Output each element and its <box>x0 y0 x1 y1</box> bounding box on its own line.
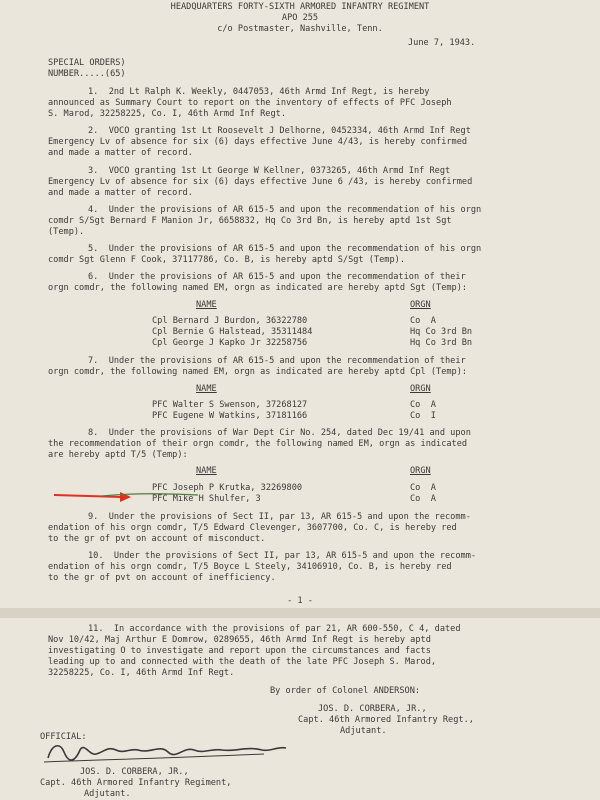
signer-role: Adjutant. <box>84 789 131 799</box>
para-3-line: and made a matter of record. <box>48 188 193 198</box>
name-column-header: NAME <box>196 466 217 476</box>
orgn-column-header: ORGN <box>410 300 431 310</box>
para-11-line: leading up to and connected with the death of the late PFC Joseph S. Marod, <box>48 657 437 667</box>
order-date: June 7, 1943. <box>408 38 476 48</box>
list-item-orgn: Co I <box>410 411 436 421</box>
para-5-line: 5. Under the provisions of AR 615-5 and upon the recommendation of his orgn <box>88 244 482 254</box>
header-apo: APO 255 <box>281 13 319 23</box>
list-item-name: PFC Walter S Swenson, 37268127 <box>152 400 308 410</box>
by-order-line: By order of Colonel ANDERSON: <box>270 686 421 696</box>
list-item-name: Cpl George J Kapko Jr 32258756 <box>152 338 308 348</box>
para-6-line: orgn comdr, the following named EM, orgn as indicated are hereby aptd Sgt (Temp): <box>48 283 468 293</box>
list-item-name: Cpl Bernie G Halstead, 35311484 <box>152 327 313 337</box>
para-8-line: are hereby aptd T/5 (Temp): <box>48 450 188 460</box>
official-label: OFFICIAL: <box>40 732 87 742</box>
orgn-column-header: ORGN <box>410 384 431 394</box>
list-item-orgn: Co A <box>410 494 436 504</box>
para-4-line: comdr S/Sgt Bernard F Manion Jr, 6658832, Hq Co 3rd Bn, is hereby aptd 1st Sgt <box>48 216 452 226</box>
list-item-name: PFC Eugene W Watkins, 37181166 <box>152 411 308 421</box>
para-9-line: 9. Under the provisions of Sect II, par 13, AR 615-5 and upon the recomm- <box>88 512 471 522</box>
para-8-line: the recommendation of their orgn comdr, the following named EM, orgn as indicated <box>48 439 468 449</box>
list-item-name: Cpl Bernard J Burdon, 36322780 <box>152 316 308 326</box>
header-title: HEADQUARTERS FORTY-SIXTH ARMORED INFANTRY REGIMENT <box>170 2 430 12</box>
para-9-line: endation of his orgn comdr, T/5 Edward Clevenger, 3607700, Co. C, is hereby red <box>48 523 457 533</box>
para-11-line: Nov 10/42, Maj Arthur E Domrow, 0289655, 46th Armd Inf Regt is hereby aptd <box>48 635 431 645</box>
list-item-name: PFC Mike H Shulfer, 3 <box>152 494 261 504</box>
signer-title: Capt. 46th Armored Infantry Regt., <box>298 715 474 725</box>
signer-name: JOS. D. CORBERA, JR., <box>318 704 427 714</box>
order-page-2 <box>0 618 600 800</box>
header-postmaster: c/o Postmaster, Nashville, Tenn. <box>217 24 383 34</box>
para-3-line: 3. VOCO granting 1st Lt George W Kellner, 0373265, 46th Armd Inf Regt <box>88 166 451 176</box>
para-3-line: Emergency Lv of absence for six (6) days effective June 6 /43, is hereby confirmed <box>48 177 473 187</box>
para-7-line: 7. Under the provisions of AR 615-5 and upon the recommendation of their <box>88 356 466 366</box>
special-orders-label: SPECIAL ORDERS) <box>48 58 126 68</box>
para-11-line: 32258225, Co. I, 46th Armd Inf Regt. <box>48 668 235 678</box>
para-9-line: to the gr of pvt on account of misconduct. <box>48 534 266 544</box>
para-5-line: comdr Sgt Glenn F Cook, 37117786, Co. B, is hereby aptd S/Sgt (Temp). <box>48 255 405 265</box>
para-2-line: Emergency Lv of absence for six (6) days effective June 4/43, is hereby confirmed <box>48 137 468 147</box>
name-column-header: NAME <box>196 300 217 310</box>
list-item-orgn: Co A <box>410 316 436 326</box>
signer-role: Adjutant. <box>340 726 387 736</box>
para-10-line: endation of his orgn comdr, T/5 Boyce L Steely, 34106910, Co. B, is hereby red <box>48 562 452 572</box>
signer-name: JOS. D. CORBERA, JR., <box>80 767 189 777</box>
para-6-line: 6. Under the provisions of AR 615-5 and upon the recommendation of their <box>88 272 466 282</box>
list-item-orgn: Hq Co 3rd Bn <box>410 338 473 348</box>
para-2-line: 2. VOCO granting 1st Lt Roosevelt J Delhorne, 0452334, 46th Armd Inf Regt <box>88 126 471 136</box>
para-10-line: 10. Under the provisions of Sect II, par 13, AR 615-5 and upon the recomm- <box>88 551 477 561</box>
list-item-name: PFC Joseph P Krutka, 32269800 <box>152 483 303 493</box>
order-number: NUMBER.....(65) <box>48 69 126 79</box>
name-column-header: NAME <box>196 384 217 394</box>
para-1-line: announced as Summary Court to report on the inventory of effects of PFC Joseph <box>48 98 452 108</box>
para-11-line: investigating O to investigate and report upon the circumstances and facts <box>48 646 431 656</box>
para-2-line: and made a matter of record. <box>48 148 193 158</box>
para-10-line: to the gr of pvt on account of inefficiency. <box>48 573 276 583</box>
list-item-orgn: Hq Co 3rd Bn <box>410 327 473 337</box>
orgn-column-header: ORGN <box>410 466 431 476</box>
green-mark-annotation <box>100 490 200 498</box>
page-number: - 1 - <box>287 596 313 606</box>
para-1-line: 1. 2nd Lt Ralph K. Weekly, 0447053, 46th Armd Inf Regt, is hereby <box>88 87 430 97</box>
para-4-line: 4. Under the provisions of AR 615-5 and upon the recommendation of his orgn <box>88 205 482 215</box>
para-11-line: 11. In accordance with the provisions of par 21, AR 600-550, C 4, dated <box>88 624 461 634</box>
para-1-line: S. Marod, 32258225, Co. I, 46th Armd Inf Regt. <box>48 109 286 119</box>
para-4-line: (Temp). <box>48 227 85 237</box>
para-8-line: 8. Under the provisions of War Dept Cir No. 254, dated Dec 19/41 and upon <box>88 428 471 438</box>
list-item-orgn: Co A <box>410 483 436 493</box>
signer-title: Capt. 46th Armored Infantry Regiment, <box>40 778 232 788</box>
handwritten-signature <box>34 738 294 768</box>
para-7-line: orgn comdr, the following named EM, orgn as indicated are hereby aptd Cpl (Temp): <box>48 367 468 377</box>
list-item-orgn: Co A <box>410 400 436 410</box>
